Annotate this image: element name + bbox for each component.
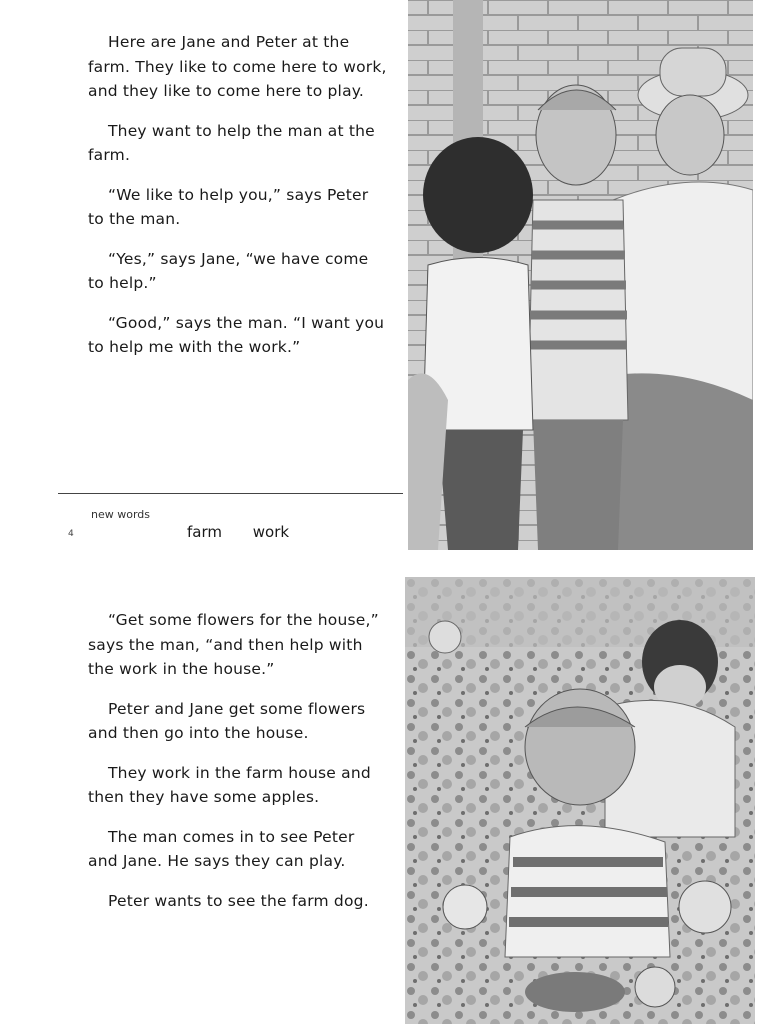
paragraph: Peter wants to see the farm dog.	[108, 891, 369, 910]
page-5-text	[88, 608, 388, 928]
paragraph: Peter and Jane get some flowers and then go into the house.	[88, 699, 366, 742]
paragraph: “Yes,” says Jane, “we have come to help.”	[88, 249, 369, 292]
page-4-text	[88, 30, 388, 375]
illustration-children-picking-flowers	[405, 577, 755, 1024]
page-number: 4	[68, 529, 74, 539]
new-word: work	[252, 523, 290, 541]
paragraph: They work in the farm house and then they have some apples.	[88, 763, 371, 806]
page-5	[0, 512, 768, 1024]
paragraph: The man comes in to see Peter and Jane. He says they can play.	[88, 827, 355, 870]
paragraph: They want to help the man at the farm.	[88, 121, 375, 164]
new-word: farm	[187, 523, 222, 541]
paragraph: “Get some flowers for the house,” says the man, “and then help with the work in the house.”	[88, 611, 379, 678]
footer-rule	[58, 493, 403, 494]
paragraph: “We like to help you,” says Peter to the man.	[88, 185, 369, 228]
new-words-label: new words	[91, 508, 151, 521]
paragraph: “Good,” says the man. “I want you to help me with the work.”	[88, 313, 385, 356]
illustration-children-with-farmer	[408, 0, 753, 550]
paragraph: Here are Jane and Peter at the farm. They like to come here to work, and they like to come here to play.	[88, 33, 387, 100]
